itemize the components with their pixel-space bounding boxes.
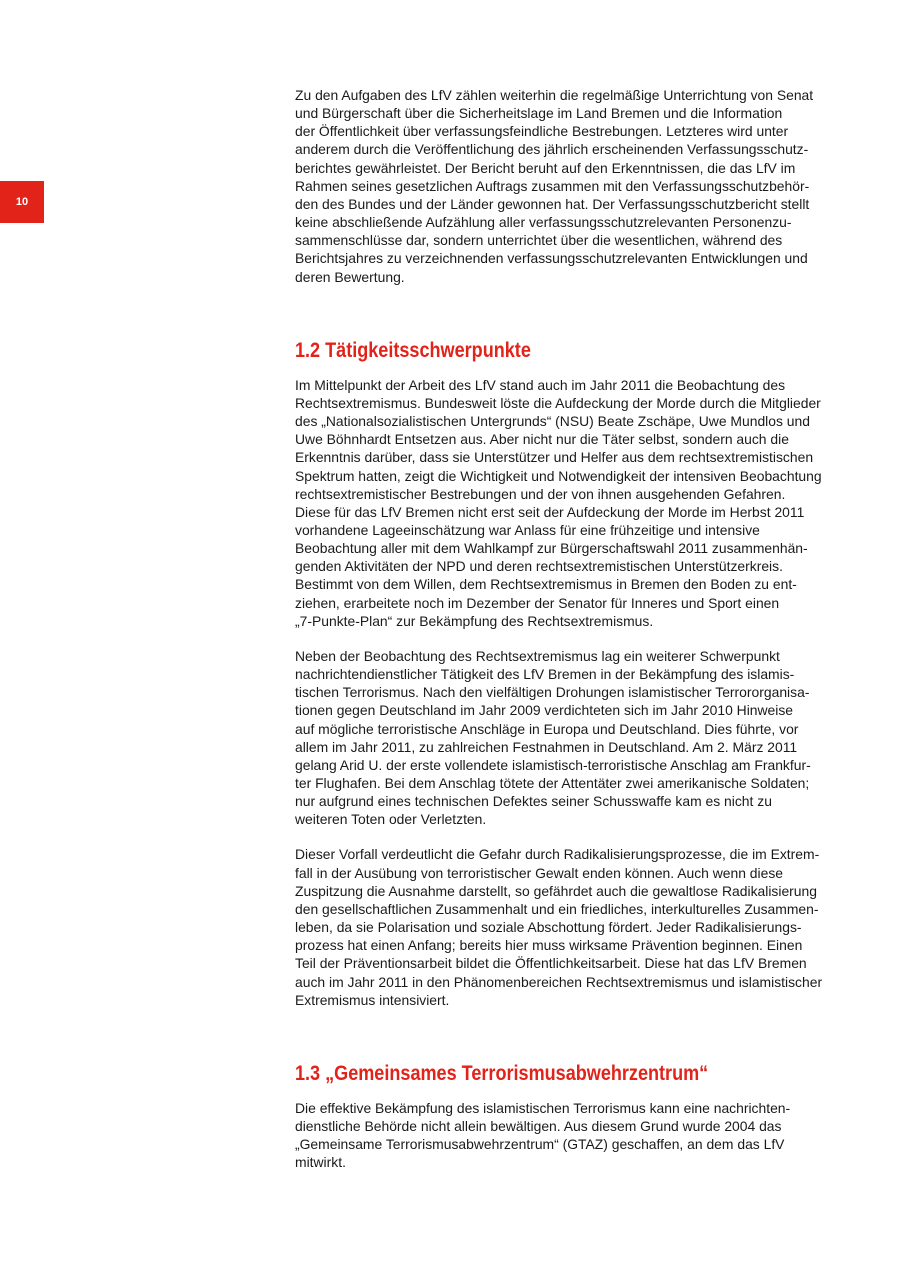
text-line: Spektrum hatten, zeigt die Wichtigkeit und Notwendigkeit der intensiven Beobachtung: [295, 467, 822, 484]
text-line: und Bürgerschaft über die Sicherheitslage im Land Bremen und die Information: [295, 105, 783, 122]
text-line: den gesellschaftlichen Zusammenhalt und ein friedliches, interkulturelles Zusammen-: [295, 900, 819, 917]
text-line: Neben der Beobachtung des Rechtsextremismus lag ein weiterer Schwerpunkt: [295, 647, 780, 664]
text-line: des „Nationalsozialistischen Untergrunds“ (NSU) Beate Zschäpe, Uwe Mundlos und: [295, 413, 810, 430]
text-line: anderem durch die Veröffentlichung des jährlich erscheinenden Verfassungsschutz-: [295, 141, 809, 158]
text-line: Extremismus intensiviert.: [295, 991, 450, 1008]
text-line: genden Aktivitäten der NPD und deren rechtsextremistischen Unterstützerkreis.: [295, 558, 783, 575]
text-line: Berichtsjahres zu verzeichnenden verfassungsschutzrelevanten Entwicklungen und: [295, 250, 808, 267]
text-line: „7-Punkte-Plan“ zur Bekämpfung des Rechtsextremismus.: [295, 612, 654, 629]
text-line: Im Mittelpunkt der Arbeit des LfV stand auch im Jahr 2011 die Beobachtung des: [295, 376, 786, 393]
text-line: rechtsextremistischer Bestrebungen und der von ihnen ausgehenden Gefahren.: [295, 485, 786, 502]
text-line: tionen gegen Deutschland im Jahr 2009 verdichteten sich im Jahr 2010 Hinweise: [295, 702, 794, 719]
text-line: Diese für das LfV Bremen nicht erst seit der Aufdeckung der Morde im Herbst 2011: [295, 503, 805, 520]
text-line: Teil der Präventionsarbeit bildet die Öffentlichkeitsarbeit. Diese hat das LfV Bremen: [295, 955, 807, 972]
text-line: nachrichtendienstlicher Tätigkeit des LfV Bremen in der Bekämpfung des islamis-: [295, 666, 795, 683]
text-line: der Öffentlichkeit über verfassungsfeindliche Bestrebungen. Letzteres wird unter: [295, 123, 789, 140]
text-line: Zu den Aufgaben des LfV zählen weiterhin die regelmäßige Unterrichtung von Senat: [295, 87, 814, 103]
text-line: auf mögliche terroristische Anschläge in Europa und Deutschland. Dies führte, vor: [295, 720, 799, 737]
text-line: gelang Arid U. der erste vollendete islamistisch-terroristische Anschlag am Frankfur-: [295, 756, 811, 773]
text-line: Die effektive Bekämpfung des islamistischen Terrorismus kann eine nachrichten-: [295, 1099, 791, 1116]
text-line: auch im Jahr 2011 in den Phänomenbereichen Rechtsextremismus und islamistischer: [295, 973, 823, 990]
text-line: Zuspitzung die Ausnahme darstellt, so gefährdet auch die gewaltlose Radikalisierung: [295, 882, 817, 899]
section-1-2-paragraph-2: [295, 647, 847, 829]
section-1-2-paragraph-1: [295, 376, 847, 630]
section-heading-1-3: 1.3 „Gemeinsames Terrorismusabwehrzentrum“: [295, 1061, 709, 1085]
page-number-tab: [0, 181, 44, 223]
text-line: allem im Jahr 2011, zu zahlreichen Festnahmen in Deutschland. Am 2. März 2011: [295, 738, 798, 755]
text-line: nur aufgrund eines technischen Defektes seiner Schusswaffe kam es nicht zu: [295, 793, 772, 810]
text-line: tischen Terrorismus. Nach den vielfältigen Drohungen islamistischer Terrororganisa-: [295, 684, 810, 701]
text-line: deren Bewertung.: [295, 268, 405, 285]
text-line: prozess hat einen Anfang; bereits hier muss wirksame Prävention beginnen. Einen: [295, 937, 803, 954]
text-line: „Gemeinsame Terrorismusabwehrzentrum“ (GTAZ) geschaffen, an dem das LfV: [295, 1136, 785, 1153]
text-line: den des Bundes und der Länder gewonnen hat. Der Verfassungsschutzbericht stellt: [295, 195, 810, 212]
text-line: sammenschlüsse dar, sondern unterrichtet über die wesentlichen, während des: [295, 232, 783, 249]
text-line: weiteren Toten oder Verletzten.: [295, 811, 487, 828]
text-line: Beobachtung aller mit dem Wahlkampf zur Bürgerschaftswahl 2011 zusammenhän-: [295, 540, 808, 557]
text-line: mitwirkt.: [295, 1154, 346, 1171]
text-line: Dieser Vorfall verdeutlicht die Gefahr durch Radikalisierungsprozesse, die im Extrem-: [295, 846, 820, 863]
text-line: Uwe Böhnhardt Entsetzen aus. Aber nicht nur die Täter selbst, sondern auch die: [295, 431, 789, 448]
text-line: Rechtsextremismus. Bundesweit löste die Aufdeckung der Morde durch die Mitglieder: [295, 394, 821, 411]
text-line: Erkenntnis darüber, dass sie Unterstützer und Helfer aus dem rechtsextremistischen: [295, 449, 814, 466]
text-line: keine abschließende Aufzählung aller verfassungsschutzrelevanten Personenzu-: [295, 214, 792, 231]
text-line: Bestimmt von dem Willen, dem Rechtsextremismus in Bremen den Boden zu ent-: [295, 576, 797, 593]
text-line: fall in der Ausübung von terroristischer Gewalt enden können. Auch wenn diese: [295, 864, 784, 881]
text-line: ziehen, erarbeitete noch im Dezember der Senator für Inneres und Sport einen: [295, 594, 780, 611]
document-body: [295, 86, 847, 1172]
text-line: dienstliche Behörde nicht allein bewältigen. Aus diesem Grund wurde 2004 das: [295, 1118, 782, 1135]
section-heading-1-2: 1.2 Tätigkeitsschwerpunkte: [295, 338, 531, 362]
text-line: berichtes gewährleistet. Der Bericht beruht auf den Erkenntnissen, die das LfV im: [295, 159, 796, 176]
page-number: 10: [15, 196, 29, 208]
text-line: leben, da sie Polarisation und soziale Abschottung fördert. Jeder Radikalisierungs-: [295, 919, 802, 936]
section-1-3-paragraph-1: [295, 1099, 847, 1172]
intro-paragraph: [295, 86, 847, 286]
section-1-2-paragraph-3: [295, 845, 847, 1008]
text-line: ter Flughafen. Bei dem Anschlag tötete der Attentäter zwei amerikanische Soldaten;: [295, 775, 810, 791]
text-line: Rahmen seines gesetzlichen Auftrags zusammen mit den Verfassungsschutzbehör-: [295, 177, 810, 194]
text-line: vorhandene Lageeinschätzung war Anlass für eine frühzeitige und intensive: [295, 521, 760, 538]
